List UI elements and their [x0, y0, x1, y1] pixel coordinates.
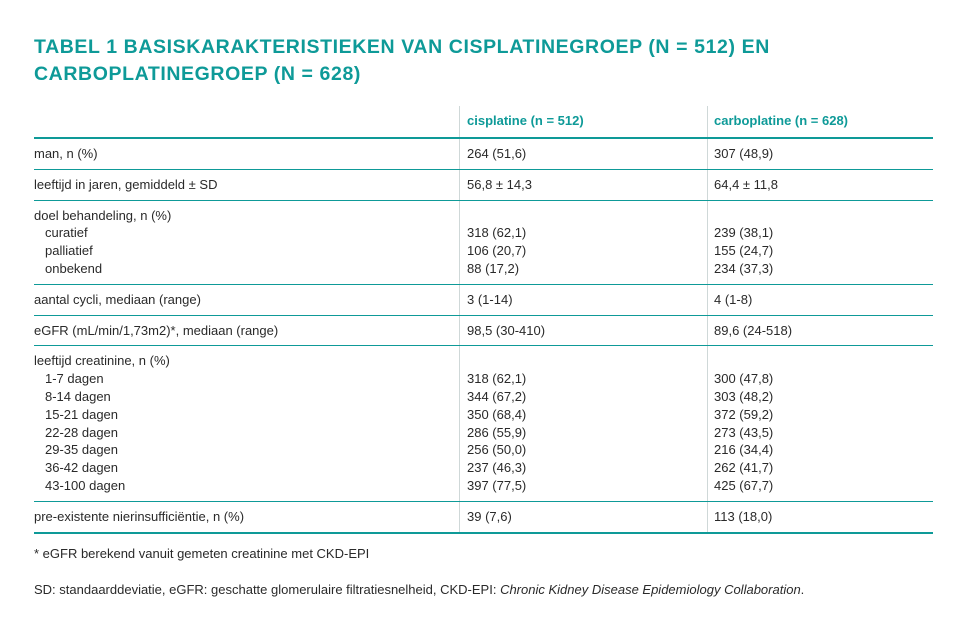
row-label: man, n (%)	[34, 138, 460, 169]
sub-label: palliatief	[45, 243, 93, 259]
cell-value: 234 (37,3)	[714, 260, 774, 276]
cell-value: 88 (17,2)	[467, 260, 520, 276]
header-cisplatine: cisplatine (n = 512)	[460, 106, 708, 138]
cell-value: 286 (55,9)	[467, 424, 527, 440]
cell-value: 318 (62,1)	[467, 225, 527, 241]
table-row-age	[34, 169, 933, 200]
group-label: leeftijd creatinine, n (%)	[34, 353, 170, 369]
cell-value: 239 (38,1)	[714, 225, 774, 241]
sub-label: 15-21 dagen	[45, 406, 119, 422]
row-label-group	[34, 200, 460, 284]
cell-value: 237 (46,3)	[467, 460, 527, 476]
sub-label: onbekend	[45, 260, 103, 276]
cell-carboplatine: 4 (1-8)	[708, 284, 934, 315]
sub-label: curatief	[45, 225, 88, 241]
cell-value: 372 (59,2)	[714, 406, 774, 422]
cell-cisplatine: 39 (7,6)	[460, 501, 708, 532]
cell-value: 106 (20,7)	[467, 243, 527, 259]
table-header-row	[34, 106, 933, 138]
table-row-creatinine	[34, 346, 933, 501]
sub-label: 1-7 dagen	[45, 371, 104, 387]
abbreviations-end: .	[800, 582, 805, 597]
cell-carboplatine: 89,6 (24-518)	[708, 315, 934, 346]
cell-cisplatine: 3 (1-14)	[460, 284, 708, 315]
row-label: pre-existente nierinsufficiëntie, n (%)	[34, 501, 460, 532]
cell-value: 155 (24,7)	[714, 243, 774, 259]
table-row-cycles	[34, 284, 933, 315]
sub-label: 29-35 dagen	[45, 442, 119, 458]
cell-cisplatine: 56,8 ± 14,3	[460, 169, 708, 200]
sub-label: 22-28 dagen	[45, 424, 119, 440]
table-row-egfr	[34, 315, 933, 346]
abbreviations-italic: Chronic Kidney Disease Epidemiology Collaboration	[500, 582, 801, 597]
sub-label: 36-42 dagen	[45, 460, 119, 476]
cell-carboplatine: 307 (48,9)	[708, 138, 934, 169]
cell-cisplatine: 264 (51,6)	[460, 138, 708, 169]
row-label: eGFR (mL/min/1,73m2)*, mediaan (range)	[34, 315, 460, 346]
cell-carboplatine-group	[708, 346, 934, 501]
sub-label: 43-100 dagen	[45, 477, 126, 493]
cell-carboplatine: 113 (18,0)	[708, 501, 934, 532]
cell-carboplatine: 64,4 ± 11,8	[708, 169, 934, 200]
header-carboplatine: carboplatine (n = 628)	[708, 106, 934, 138]
cell-value: 350 (68,4)	[467, 406, 527, 422]
cell-value: 300 (47,8)	[714, 371, 774, 387]
cell-value: 273 (43,5)	[714, 424, 774, 440]
sub-label: 8-14 dagen	[45, 388, 111, 404]
cell-carboplatine-group	[708, 200, 934, 284]
table-row-man	[34, 138, 933, 169]
cell-value: 256 (50,0)	[467, 442, 527, 458]
table-title: TABEL 1 BASISKARAKTERISTIEKEN VAN CISPLATINEGROEP (N = 512) EN CARBOPLATINEGROEP (N = 628)	[34, 36, 770, 85]
table-row-preexistent	[34, 501, 933, 532]
characteristics-table	[34, 106, 933, 534]
group-label: doel behandeling, n (%)	[34, 207, 172, 223]
abbreviations-text: SD: standaarddeviatie, eGFR: geschatte glomerulaire filtratiesnelheid, CKD-EPI:	[34, 582, 501, 597]
cell-value: 344 (67,2)	[467, 388, 527, 404]
cell-cisplatine-group	[460, 200, 708, 284]
header-empty	[34, 106, 460, 138]
cell-value: 397 (77,5)	[467, 477, 527, 493]
row-label-group	[34, 346, 460, 501]
table-row-goal	[34, 200, 933, 284]
cell-value: 303 (48,2)	[714, 388, 774, 404]
cell-cisplatine-group	[460, 346, 708, 501]
abbreviations-note	[34, 582, 804, 597]
row-label: leeftijd in jaren, gemiddeld ± SD	[34, 169, 460, 200]
cell-value: 216 (34,4)	[714, 442, 774, 458]
cell-value: 425 (67,7)	[714, 477, 774, 493]
cell-cisplatine: 98,5 (30-410)	[460, 315, 708, 346]
cell-value: 262 (41,7)	[714, 460, 774, 476]
footnote: * eGFR berekend vanuit gemeten creatinine met CKD-EPI	[34, 546, 370, 561]
cell-value: 318 (62,1)	[467, 371, 527, 387]
row-label: aantal cycli, mediaan (range)	[34, 284, 460, 315]
